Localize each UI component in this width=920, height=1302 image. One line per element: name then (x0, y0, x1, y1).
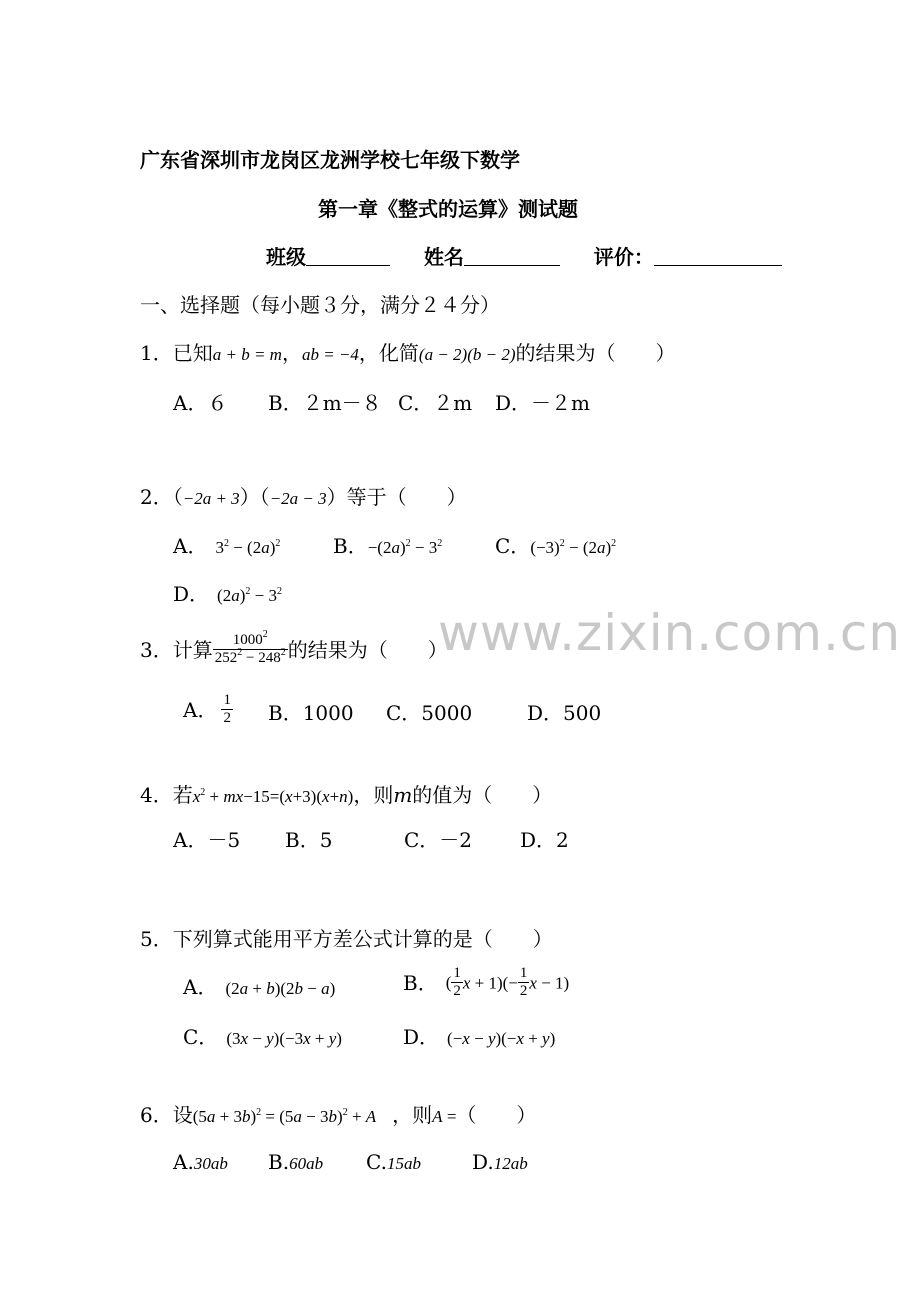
question-1: 1．已知a + b = m，ab = −4，化简(a − 2)(b − 2)的结果为（ ） (140, 341, 676, 365)
q3-fraction: $\frac{1000^2}{252^2 - 248^2}$ (214, 629, 286, 667)
class-blank (306, 247, 390, 266)
q6-option-d: D.12ab (472, 1150, 528, 1174)
school-title: 广东省深圳市龙岗区龙洲学校七年级下数学 (140, 148, 520, 172)
question-4: 4．若$x^2 + mx-15=(x+3)(x+n)$，则m的值为（ ） (140, 783, 553, 807)
q5-option-b: B． ( $\frac{1}{2}$ x + 1)(− $\frac{1}{2}$ x − 1) (403, 965, 570, 1000)
section-heading: 一、选择题（每小题３分，满分２４分） (140, 293, 500, 317)
q3-option-c: C．5000 (386, 701, 473, 725)
q6-option-c: C.15ab (366, 1150, 421, 1174)
q1-option-d: D．－２m (495, 391, 590, 415)
question-2: 2．（−2a + 3）（−2a − 3）等于（ ） (140, 485, 467, 509)
info-line (266, 247, 782, 267)
q2-option-a: A． $3^2 - (2a)^2$ (173, 534, 281, 558)
q4-option-d: D．2 (520, 828, 569, 852)
q4-option-a: A．－5 (173, 828, 241, 852)
question-5: 5．下列算式能用平方差公式计算的是（ ） (140, 927, 553, 951)
q6-option-b: B.60ab (268, 1150, 324, 1174)
q4-option-b: B．5 (285, 828, 333, 852)
q5-option-d: D． (−x − y)(−x + y) (403, 1025, 556, 1049)
q2-option-b: B．$-(2a)^2 - 3^2$ (333, 534, 443, 558)
q5-option-c: C． (3x − y)(−3x + y) (183, 1025, 342, 1049)
q1-option-a: A．６ (173, 391, 228, 415)
question-6: 6．设$(5a + 3b)^2 = (5a - 3b)^2 + A$ ，则A =（ ） (140, 1103, 537, 1127)
q2-option-d: D． $(2a)^2 - 3^2$ (173, 582, 282, 606)
q3-option-b: B．1000 (268, 701, 354, 725)
class-label: 班级 (266, 245, 306, 269)
q3-option-d: D．500 (527, 701, 602, 725)
score-label: 评价： (593, 245, 654, 269)
test-title: 第一章《整式的运算》测试题 (318, 197, 578, 221)
question-3: 3．计算 $\frac{1000^2}{252^2 - 248^2}$ 的结果为（ ） (140, 629, 448, 667)
score-blank (654, 247, 782, 266)
q5-option-a: A． (2a + b)(2b − a) (183, 975, 336, 999)
q3-option-a: A． $\frac{1}{2}$ (183, 692, 231, 727)
q2-option-c: C．$(-3)^2 - (2a)^2$ (495, 534, 617, 558)
q4-option-c: C．－2 (404, 828, 473, 852)
q1-option-b: B．２m－８ (268, 391, 382, 415)
name-blank (464, 247, 560, 266)
name-label: 姓名 (423, 245, 464, 269)
q6-option-a: A.30ab (173, 1150, 228, 1174)
watermark: www.zixin.com.cn (438, 604, 902, 662)
q1-option-c: C．２m (398, 391, 473, 415)
